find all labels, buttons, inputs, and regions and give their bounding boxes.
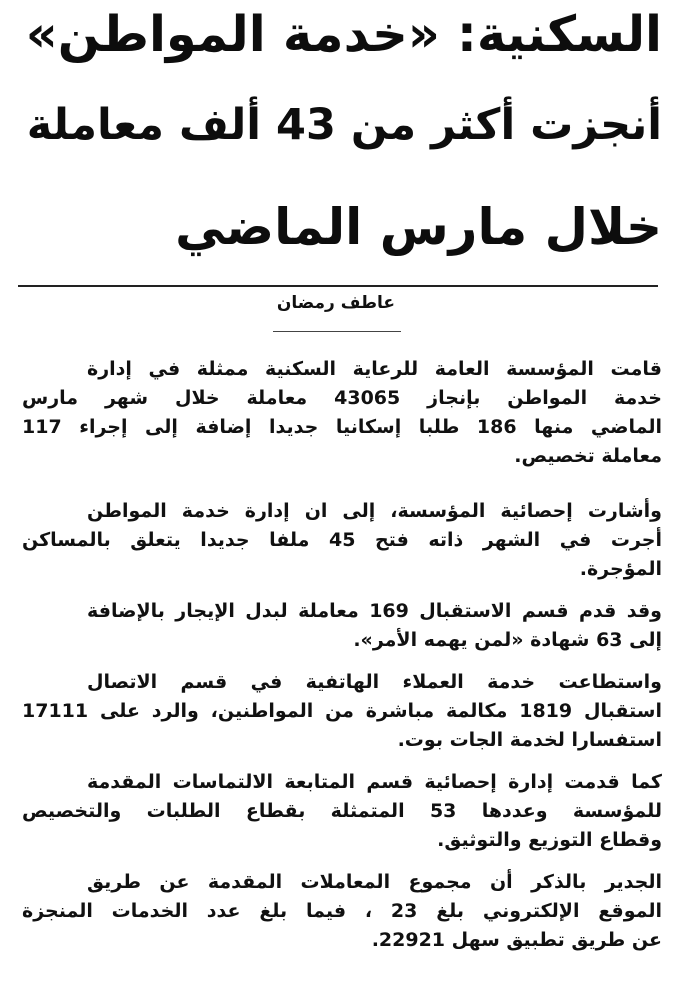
body-line: الجدير بالذكر أن مجموع المعاملات المقدمة عن طريق: [87, 871, 662, 893]
headline-line-2: أنجزت أكثر من 43 ألف معاملة: [26, 100, 662, 150]
body-line: قامت المؤسسة العامة للرعاية السكنية ممثلة في إدارة: [87, 358, 662, 380]
body-line: وأشارت إحصائية المؤسسة، إلى ان إدارة خدمة المواطن: [87, 500, 662, 522]
headline-line-3: خلال مارس الماضي: [175, 198, 662, 256]
byline-underline: [273, 331, 401, 332]
body-line: كما قدمت إدارة إحصائية قسم المتابعة الالتماسات المقدمة: [87, 771, 662, 793]
body-line: وقد قدم قسم الاستقبال 169 معاملة لبدل الإيجار بالإضافة: [87, 600, 662, 622]
body-line: الماضي منها 186 طلبا إسكانيا جديدا إضافة إلى إجراء 117: [22, 416, 662, 438]
body-line: استفسارا لخدمة الجات بوت.: [397, 729, 662, 751]
byline-author: عاطف رمضان: [276, 293, 395, 313]
body-line: الموقع الإلكتروني بلغ 23 ، فيما بلغ عدد الخدمات المنجزة: [22, 900, 662, 922]
body-line: أجرت في الشهر ذاته فتح 45 ملفا جديدا يتعلق بالمساكن: [22, 529, 662, 551]
body-line: استقبال 1819 مكالمة مباشرة من المواطنين، والرد على 17111: [22, 700, 662, 722]
body-line: إلى 63 شهادة «لمن يهمه الأمر».: [353, 629, 662, 651]
body-line: عن طريق تطبيق سهل 22921.: [371, 929, 662, 951]
headline-line-1: السكنية: «خدمة المواطن»: [25, 5, 662, 63]
body-line: المؤجرة.: [579, 558, 662, 580]
body-line: وقطاع التوزيع والتوثيق.: [437, 829, 662, 851]
body-line: واستطاعت خدمة العملاء الهاتفية في قسم الاتصال: [87, 671, 662, 693]
body-line: خدمة المواطن بإنجاز 43065 معاملة خلال شهر مارس: [22, 387, 662, 409]
body-line: للمؤسسة وعددها 53 المتمثلة بقطاع الطلبات والتخصيص: [22, 800, 662, 822]
headline-divider: [18, 285, 658, 287]
body-line: معاملة تخصيص.: [514, 445, 662, 467]
